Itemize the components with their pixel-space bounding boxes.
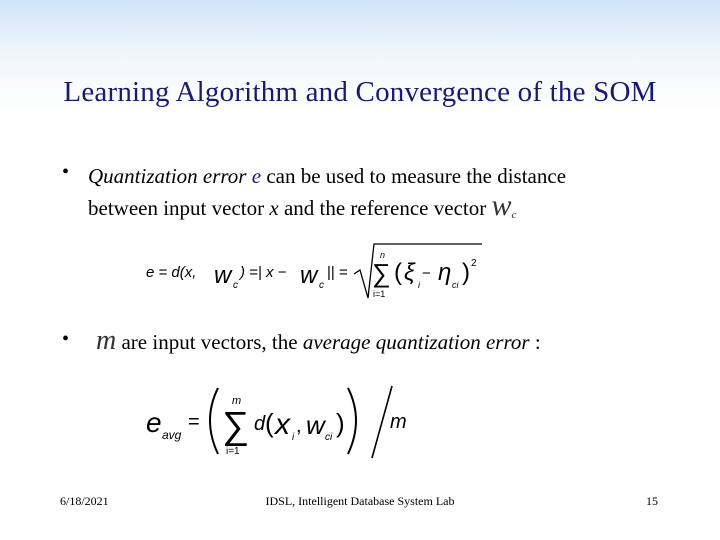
- f2-w: w: [306, 410, 325, 440]
- f2-m: m: [390, 411, 407, 433]
- f1-c: c: [233, 280, 238, 291]
- f1-sq: 2: [471, 258, 477, 269]
- footer-page-number: 15: [646, 494, 658, 508]
- f2-lp: (: [265, 408, 274, 438]
- bullet-2-var-m: m: [96, 325, 117, 356]
- f1-paren-open: (: [394, 259, 402, 286]
- f2-sum-top: m: [232, 395, 242, 407]
- f1-minus: −: [422, 265, 431, 282]
- f2-x: x: [275, 408, 290, 441]
- f1-i: i: [418, 280, 420, 290]
- f2-avg: avg: [162, 428, 182, 442]
- bullet-1-dot: •: [62, 161, 70, 183]
- footer-lab: IDSL, Intelligent Database System Lab: [265, 494, 455, 508]
- f1-sum-bottom: i=1: [373, 289, 386, 299]
- bullet-1-line-1: [88, 161, 566, 191]
- f1-w: w: [214, 262, 232, 289]
- f2-paren-left: [210, 388, 218, 454]
- bullet-1-text: can be used to measure the distance: [261, 164, 567, 188]
- f2-rp: ): [336, 408, 345, 438]
- f1-ci: ci: [452, 280, 459, 290]
- f1-w2: w: [300, 262, 318, 289]
- f1-c2: c: [319, 280, 324, 291]
- f1-sum: ∑: [372, 258, 391, 288]
- slide-title: Learning Algorithm and Convergence of the SOM: [63, 76, 657, 108]
- footer-date: 6/18/2021: [60, 494, 109, 508]
- f1-norm-end: || =: [327, 264, 348, 281]
- f2-e: e: [146, 407, 162, 438]
- f1-eta: η: [438, 259, 452, 286]
- bullet-2-text-a: are input vectors, the: [116, 330, 303, 354]
- bullet-1-var-e: e: [251, 164, 262, 188]
- bullet-2-dot: •: [62, 328, 70, 350]
- f1-sum-top: n: [380, 250, 386, 260]
- bullet-1-line-2-a: between input vector: [88, 196, 270, 220]
- f2-sum-bottom: i=1: [226, 446, 240, 457]
- wc-main: w: [491, 189, 512, 222]
- f2-sum: ∑: [222, 405, 250, 447]
- wc-sub: c: [511, 209, 517, 221]
- f2-i: i: [292, 432, 295, 443]
- bullet-1-term: Quantization error: [88, 164, 252, 188]
- bullet-2-line: [96, 326, 541, 357]
- f1-lhs: e = d(x,: [146, 264, 197, 281]
- f2-comma: ,: [296, 415, 302, 437]
- bullet-2-text-b: :: [529, 330, 541, 354]
- f2-eq: =: [188, 411, 200, 433]
- f2-d: d: [254, 413, 266, 435]
- f2-ci: ci: [325, 432, 333, 443]
- bullet-1-line-2-b: and the reference vector: [278, 196, 492, 220]
- formula-quantization-error: [140, 240, 500, 304]
- f2-slash: [372, 386, 392, 458]
- f1-mid: ) =| x −: [240, 264, 287, 281]
- f2-paren-right: [348, 388, 356, 454]
- bullet-2-term: average quantization error: [302, 330, 530, 354]
- bullet-1-var-x: x: [269, 196, 279, 220]
- formula-average-quantization-error: [144, 382, 424, 462]
- bullet-1-line-2: [88, 191, 516, 230]
- f1-paren-close: ): [462, 259, 470, 286]
- bullet-1-wc: [491, 189, 516, 222]
- f1-xi: ξ: [404, 259, 415, 286]
